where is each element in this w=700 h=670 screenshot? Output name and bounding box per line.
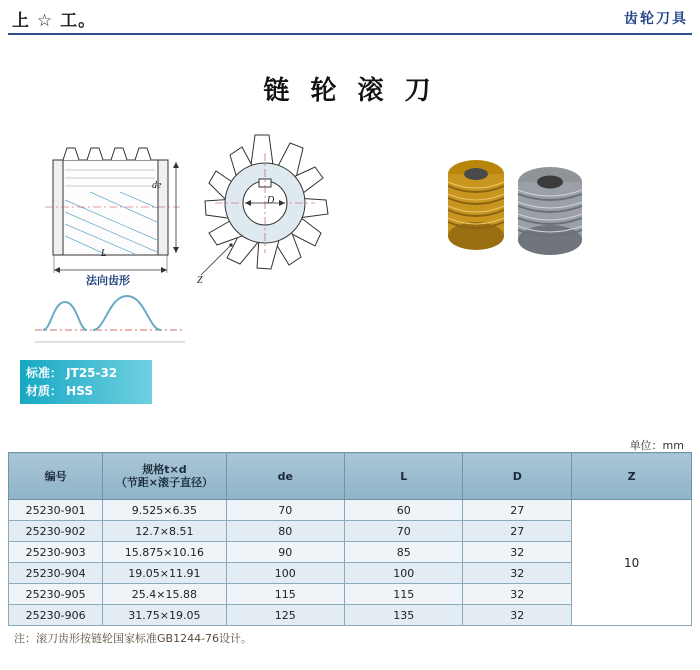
cell-spec: 25.4×15.88 [103,584,226,605]
cell-code: 25230-905 [9,584,103,605]
th-de: de [226,453,344,500]
product-photo [440,140,610,250]
dim-label-de: de [152,180,162,191]
cell-spec: 15.875×10.16 [103,542,226,563]
cell-d: 32 [463,605,572,626]
footnote: 注：滚刀齿形按链轮国家标准GB1244-76设计。 [14,632,253,645]
cell-l: 135 [345,605,463,626]
unit-note: 单位：mm [629,439,684,452]
th-code: 编号 [9,453,103,500]
dim-label-Z: Z [197,275,203,286]
cell-d: 27 [463,500,572,521]
cell-l: 85 [345,542,463,563]
tooth-profile-curve [35,290,195,350]
table-row [9,500,692,521]
cell-code: 25230-901 [9,500,103,521]
cell-de: 70 [226,500,344,521]
th-spec-line2: （节距×滚子直径） [115,476,214,489]
cell-d: 27 [463,521,572,542]
normal-tooth-caption: 法向齿形 [86,274,130,287]
cell-code: 25230-906 [9,605,103,626]
th-d: D [463,453,572,500]
page-title: 链 轮 滚 刀 [263,76,437,106]
hob-photo-illustration [440,140,620,260]
th-z: Z [572,453,692,500]
cell-d: 32 [463,542,572,563]
cell-l: 60 [345,500,463,521]
cell-code: 25230-902 [9,521,103,542]
logo-text: 上 ☆ 工。 [12,11,97,31]
figure-area [0,120,700,340]
hob-end-view-drawing [195,125,375,315]
cell-spec: 9.525×6.35 [103,500,226,521]
dim-label-D: D [267,195,275,206]
cell-z: 10 [572,500,692,626]
spec-material: 材质： HSS [26,384,93,398]
cell-code: 25230-903 [9,542,103,563]
cell-l: 100 [345,563,463,584]
th-spec-line1: 规格t×d [142,463,187,476]
spec-table [8,452,692,626]
cell-spec: 31.75×19.05 [103,605,226,626]
header-divider [8,33,692,35]
cell-d: 32 [463,563,572,584]
th-l: L [345,453,463,500]
th-spec [103,453,226,500]
cell-spec: 12.7×8.51 [103,521,226,542]
cell-l: 115 [345,584,463,605]
spec-table-wrapper [8,452,692,626]
cell-spec: 19.05×11.91 [103,563,226,584]
spec-badge [20,360,152,404]
table-body [9,500,692,626]
spec-standard: 标准： JT25-32 [26,366,118,380]
header-category-title: 齿轮刀具 [624,10,688,26]
dim-label-L: L [101,248,107,259]
table-header-row [9,453,692,500]
cell-code: 25230-904 [9,563,103,584]
cell-de: 80 [226,521,344,542]
cell-de: 115 [226,584,344,605]
cell-de: 90 [226,542,344,563]
cell-de: 100 [226,563,344,584]
cell-de: 125 [226,605,344,626]
cell-l: 70 [345,521,463,542]
page-header [0,0,700,36]
cell-d: 32 [463,584,572,605]
company-logo [12,6,96,31]
